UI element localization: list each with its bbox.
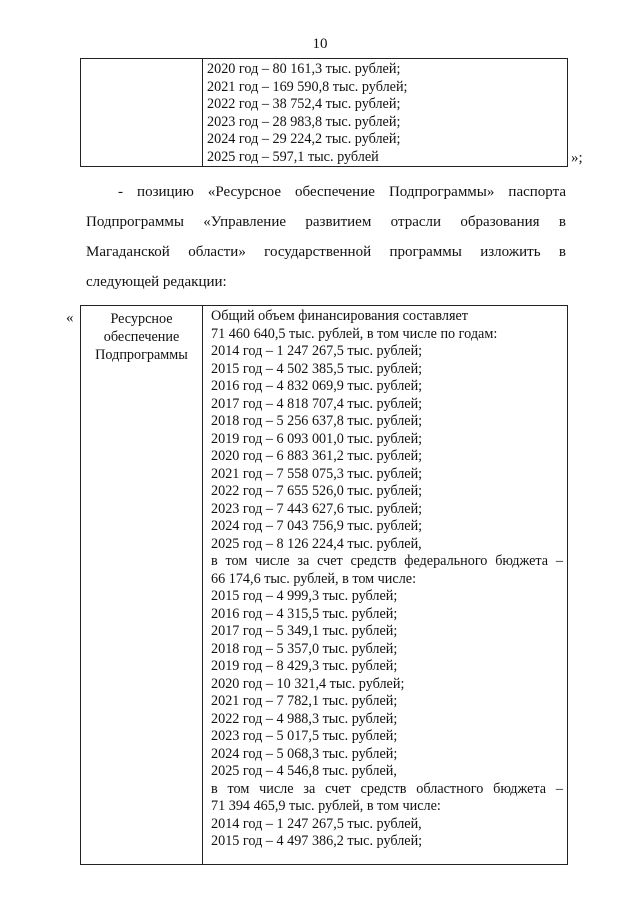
amendment-paragraph (86, 177, 566, 297)
finance-line: 2023 год – 5 017,5 тыс. рублей; (211, 728, 398, 744)
finance-line: 2018 год – 5 256 637,8 тыс. рублей; (211, 413, 423, 429)
top-table (80, 58, 568, 167)
top-table-label-cell (81, 59, 203, 167)
resource-label-line: обеспечение (103, 329, 180, 345)
finance-line: 2024 год – 5 068,3 тыс. рублей; (211, 745, 398, 762)
finance-line: 2016 год – 4 832 069,9 тыс. рублей; (211, 378, 423, 394)
finance-line: 2025 год – 4 546,8 тыс. рублей, (211, 763, 397, 779)
finance-line: 2018 год – 5 357,0 тыс. рублей; (211, 640, 398, 657)
finance-line: 71 394 465,9 тыс. рублей, в том числе: (211, 798, 441, 814)
finance-line: 2021 год – 7 782,1 тыс. рублей; (211, 693, 398, 709)
funding-line: 2022 год – 38 752,4 тыс. рублей; (207, 96, 401, 112)
resource-table (80, 305, 568, 865)
finance-line: 2022 год – 7 655 526,0 тыс. рублей; (211, 483, 423, 499)
finance-line: в том числе за счет средств областного бюджета – (211, 780, 563, 797)
finance-line: 2014 год – 1 247 267,5 тыс. рублей; (211, 343, 423, 359)
finance-line: 2017 год – 5 349,1 тыс. рублей; (211, 623, 398, 639)
funding-line: 2020 год – 80 161,3 тыс. рублей; (207, 61, 401, 77)
finance-line: 2021 год – 7 558 075,3 тыс. рублей; (211, 465, 423, 482)
closing-quote: »; (571, 150, 583, 166)
finance-line: 2015 год – 4 497 386,2 тыс. рублей; (211, 833, 423, 849)
resource-label-line: Подпрограммы (95, 347, 188, 363)
finance-line: 2015 год – 4 502 385,5 тыс. рублей; (211, 360, 423, 377)
funding-line: 2021 год – 169 590,8 тыс. рублей; (207, 78, 408, 95)
funding-line: 2023 год – 28 983,8 тыс. рублей; (207, 113, 401, 130)
paragraph-line: - позицию «Ресурсное обеспечение Подпрограммы» паспорта (118, 184, 566, 200)
finance-line: 2024 год – 7 043 756,9 тыс. рублей; (211, 518, 423, 534)
finance-line: 2019 год – 8 429,3 тыс. рублей; (211, 658, 398, 674)
finance-line: 2025 год – 8 126 224,4 тыс. рублей, (211, 535, 422, 552)
paragraph-line: Подпрограммы «Управление развитием отрасли образования в (86, 214, 566, 230)
paragraph-line: Магаданской области» государственной программы изложить в (86, 244, 566, 260)
finance-line: 2020 год – 6 883 361,2 тыс. рублей; (211, 448, 423, 464)
funding-line: 2025 год – 597,1 тыс. рублей (207, 148, 379, 165)
page-number: 10 (312, 36, 328, 52)
resource-label-line: Ресурсное (110, 311, 173, 327)
finance-line: 2015 год – 4 999,3 тыс. рублей; (211, 588, 398, 604)
finance-line: 2020 год – 10 321,4 тыс. рублей; (211, 675, 405, 692)
funding-line: 2024 год – 29 224,2 тыс. рублей; (207, 131, 401, 147)
opening-quote: « (66, 310, 74, 326)
finance-line: 2022 год – 4 988,3 тыс. рублей; (211, 710, 398, 727)
finance-line: Общий объем финансирования составляет (211, 308, 468, 324)
finance-line: 2016 год – 4 315,5 тыс. рублей; (211, 605, 398, 622)
top-table-value-cell (203, 59, 568, 167)
finance-line: в том числе за счет средств федерального бюджета – (211, 553, 563, 569)
paragraph-line: следующей редакции: (86, 274, 227, 290)
resource-label-cell (81, 306, 203, 865)
finance-line: 66 174,6 тыс. рублей, в том числе: (211, 570, 417, 587)
finance-line: 2017 год – 4 818 707,4 тыс. рублей; (211, 395, 423, 412)
resource-value-cell (203, 306, 568, 865)
finance-line: 2019 год – 6 093 001,0 тыс. рублей; (211, 430, 423, 447)
finance-line: 2023 год – 7 443 627,6 тыс. рублей; (211, 500, 423, 517)
finance-line: 2014 год – 1 247 267,5 тыс. рублей, (211, 815, 422, 832)
finance-line: 71 460 640,5 тыс. рублей, в том числе по годам: (211, 325, 498, 342)
